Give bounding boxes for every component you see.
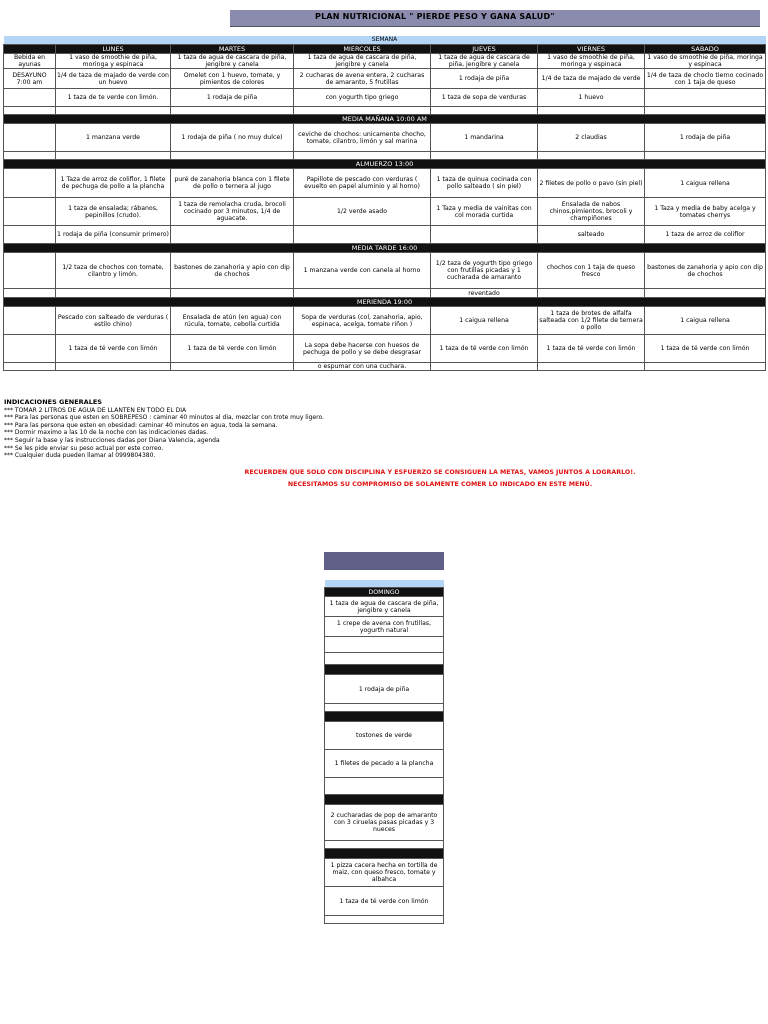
cell-lunch3-thu — [431, 226, 538, 244]
empty-cell — [4, 253, 56, 289]
cell-dinner1-tue: Ensalada de atún (en agua) con rúcula, tomate, cebolla curtida — [171, 307, 294, 335]
section-bar — [325, 665, 444, 675]
cell-breakfast-tue: Omelet con 1 huevo, tomate, y pimientos de colores — [171, 69, 294, 89]
table-row — [4, 335, 766, 363]
cell-midmorning-wed: ceviche de chochos: unicamente chocho, tomate, cilantro, limón y sal marina — [294, 124, 431, 152]
empty-cell — [4, 335, 56, 363]
empty-cell — [325, 778, 444, 795]
empty-cell — [56, 152, 171, 160]
cell-drink-wed: 1 taza de agua de cascara de piña, jengibre y canela — [294, 54, 431, 69]
empty-cell — [56, 107, 171, 115]
cell-lunch3-mon: 1 rodaja de piña (consumir primero) — [56, 226, 171, 244]
cell-afternoon-sat: bastones de zanahoria y apio con dip de chochos — [645, 253, 766, 289]
row-label-fasting: Bebida en ayunas — [4, 54, 56, 69]
cell-lunch2-wed: 1/2 verde asado — [294, 198, 431, 226]
cell-breakfast-extra-mon: 1 taza de te verde con limón. — [56, 89, 171, 107]
section-header-lunch: ALMUERZO 13:00 — [4, 160, 766, 169]
corner-cell — [4, 45, 56, 54]
note-item: *** Cualquier duda pueden llamar al 0999804380. — [4, 452, 156, 460]
empty-cell — [294, 152, 431, 160]
cell-breakfast-sat: 1/4 de taza de choclo tierno cocinado con 1 taja de queso — [645, 69, 766, 89]
empty-cell — [171, 107, 294, 115]
section-header-dinner: MERIENDA 19:00 — [4, 298, 766, 307]
cell-afternoon-mon: 1/2 taza de chochos con tomate, cilantro y limón. — [56, 253, 171, 289]
sunday-lunch-2: 1 filetes de pecado a la plancha — [325, 750, 444, 778]
cell-afternoon2-wed — [294, 289, 431, 298]
cell-afternoon2-tue — [171, 289, 294, 298]
sunday-week-strip — [325, 580, 444, 588]
empty-cell — [325, 841, 444, 849]
cell-dinner2-wed: La sopa debe hacerse con huesos de pechuga de pollo y se debe desgrasar — [294, 335, 431, 363]
cell-drink-fri: 1 vaso de smoothie de piña, moringa y espinaca — [538, 54, 645, 69]
section-bar — [325, 849, 444, 859]
cell-lunch1-fri: 2 filetes de pollo o pavo (sin piel) — [538, 169, 645, 198]
empty-cell — [538, 107, 645, 115]
cell-lunch2-tue: 1 taza de remolacha cruda, brocoli cocinado por 3 minutos, 1/4 de aguacate. — [171, 198, 294, 226]
note-item: *** Dormir maximo a las 10 de la noche con las indicaciones dadas. — [4, 429, 209, 437]
table-row — [4, 198, 766, 226]
empty-cell — [4, 363, 56, 371]
cell-afternoon-fri: chochos con 1 taja de queso fresco — [538, 253, 645, 289]
note-item: *** TOMAR 2 LITROS DE AGUA DE LLANTEN EN TODO EL DIA — [4, 406, 187, 414]
cell-lunch3-tue — [171, 226, 294, 244]
weekly-table — [3, 36, 766, 371]
weekly-plan — [3, 36, 765, 371]
notes-heading: INDICACIONES GENERALES — [4, 398, 102, 406]
empty-cell — [645, 107, 766, 115]
page-title: PLAN NUTRICIONAL " PIERDE PESO Y GANA SALUD" — [315, 12, 555, 21]
empty-cell — [325, 916, 444, 924]
table-row — [4, 107, 766, 115]
empty-cell — [325, 637, 444, 653]
section-header-afternoon: MEDIA TARDE 16:00 — [4, 244, 766, 253]
cell-afternoon2-sat — [645, 289, 766, 298]
sunday-afternoon: 2 cucharadas de pop de amaranto con 3 ciruelas pasas picadas y 3 nueces — [325, 805, 444, 841]
cell-afternoon2-fri — [538, 289, 645, 298]
cell-breakfast-extra-sat — [645, 89, 766, 107]
table-row — [4, 169, 766, 198]
empty-cell — [171, 152, 294, 160]
cell-dinner2-tue: 1 taza de té verde con limón — [171, 335, 294, 363]
cell-lunch2-fri: Ensalada de nabos chinos,pimientos, brocoli y champiñones — [538, 198, 645, 226]
cell-midmorning-thu: 1 mandarina — [431, 124, 538, 152]
note-item: *** Se les pide enviar su peso actual por este correo. — [4, 444, 164, 452]
week-label: SEMANA — [4, 36, 766, 45]
cell-afternoon-wed: 1 manzana verde con canela al horno — [294, 253, 431, 289]
empty-cell — [4, 289, 56, 298]
cell-lunch1-tue: puré de zanahoria blanca con 1 filete de pollo o ternera al jugo — [171, 169, 294, 198]
day-sunday: DOMINGO — [325, 588, 444, 597]
cell-lunch2-sat: 1 Taza y media de baby acelga y tomates cherrys — [645, 198, 766, 226]
cell-breakfast-fri: 1/4 de taza de majado de verde — [538, 69, 645, 89]
empty-cell — [4, 198, 56, 226]
empty-cell — [325, 653, 444, 665]
sunday-breakfast: 1 crepe de avena con frutillas, yogurth natural — [325, 617, 444, 637]
day-monday: LUNES — [56, 45, 171, 54]
cell-breakfast-mon: 1/4 de taza de majado de verde con un huevo — [56, 69, 171, 89]
table-row — [4, 124, 766, 152]
empty-cell — [4, 124, 56, 152]
cell-midmorning-fri: 2 claudias — [538, 124, 645, 152]
cell-dinner1-fri: 1 taza de brotes de alfalfa salteada con 1/2 filete de ternera o pollo — [538, 307, 645, 335]
cell-dinner2-sat: 1 taza de té verde con limón — [645, 335, 766, 363]
table-row — [4, 89, 766, 107]
cell-breakfast-wed: 2 cucharas de avena entera, 2 cucharas de amaranto, 5 frutillas — [294, 69, 431, 89]
cell-midmorning-sat: 1 rodaja de piña — [645, 124, 766, 152]
commitment-message: NECESITAMOS SU COMPROMISO DE SOLAMENTE COMER LO INDICADO EN ESTE MENÚ. — [287, 481, 593, 488]
cell-lunch2-mon: 1 taza de ensalada; rábanos, pepinillos (crudo). — [56, 198, 171, 226]
empty-cell — [4, 169, 56, 198]
cell-dinner2-thu: 1 taza de té verde con limón — [431, 335, 538, 363]
cell-lunch3-wed — [294, 226, 431, 244]
sunday-drink: 1 taza de agua de cascara de piña, jengibre y canela — [325, 597, 444, 617]
days-header-row — [4, 45, 766, 54]
cell-dinner1-sat: 1 caigua rellena — [645, 307, 766, 335]
sunday-table — [324, 580, 444, 924]
table-row — [4, 226, 766, 244]
day-wednesday: MIERCOLES — [294, 45, 431, 54]
cell-drink-thu: 1 taza de agua de cascara de piña, jengibre y canela — [431, 54, 538, 69]
sunday-lunch-1: tostones de verde — [325, 722, 444, 750]
cell-dinner1-thu: 1 caigua rellena — [431, 307, 538, 335]
empty-cell — [325, 704, 444, 712]
note-item: *** Para las persona que esten en obesidad: caminar 40 minutos en agua, toda la semana. — [4, 421, 278, 429]
empty-cell — [4, 152, 56, 160]
cell-dinner3-thu — [431, 363, 538, 371]
note-item: *** Seguir la base y las instrucciones dadas por Diana Valencia, agenda — [4, 436, 220, 444]
cell-midmorning-mon: 1 manzana verde — [56, 124, 171, 152]
empty-cell — [294, 107, 431, 115]
empty-cell — [431, 152, 538, 160]
cell-breakfast-extra-tue: 1 rodaja de piña — [171, 89, 294, 107]
sunday-header-bar — [324, 552, 444, 570]
cell-lunch2-thu: 1 Taza y media de vainitas con col morada curtida — [431, 198, 538, 226]
cell-lunch1-wed: Papillote de pescado con verduras ( evuelto en papel aluminio y al horno) — [294, 169, 431, 198]
cell-dinner3-mon — [56, 363, 171, 371]
section-header-midmorning: MEDIA MAÑANA 10:00 AM — [4, 115, 766, 124]
sunday-plan — [324, 580, 444, 924]
cell-dinner2-mon: 1 taza de té verde con limón — [56, 335, 171, 363]
cell-dinner3-wed: o espumar con una cuchara. — [294, 363, 431, 371]
sunday-dinner-1: 1 pizza cacera hecha en tortilla de maiz, con queso fresco, tomate y albahca — [325, 859, 444, 887]
sunday-midmorning: 1 rodaja de piña — [325, 675, 444, 704]
cell-breakfast-extra-wed: con yogurth tipo griego — [294, 89, 431, 107]
row-label-breakfast: DESAYUNO 7:00 am — [4, 69, 56, 89]
cell-dinner3-tue — [171, 363, 294, 371]
table-row — [4, 152, 766, 160]
empty-cell — [538, 152, 645, 160]
cell-lunch1-thu: 1 taza de quinua cocinada con pollo salteado ( sin piel) — [431, 169, 538, 198]
cell-breakfast-extra-thu: 1 taza de sopa de verduras — [431, 89, 538, 107]
day-friday: VIERNES — [538, 45, 645, 54]
cell-breakfast-extra-fri: 1 huevo — [538, 89, 645, 107]
general-notes — [4, 399, 764, 460]
note-item: *** Para las personas que esten en SOBREPESO : caminar 40 minutos al dia, mezclar con trote muy ligero. — [4, 414, 324, 422]
cell-midmorning-tue: 1 rodaja de piña ( no muy dulce) — [171, 124, 294, 152]
cell-drink-tue: 1 taza de agua de cascara de piña, jengibre y canela — [171, 54, 294, 69]
cell-lunch1-mon: 1 Taza de arroz de coliflor, 1 filete de pechuga de pollo a la plancha — [56, 169, 171, 198]
cell-afternoon-tue: bastones de zanahoria y apio con dip de chochos — [171, 253, 294, 289]
table-row — [4, 307, 766, 335]
table-row — [4, 363, 766, 371]
sunday-dinner-2: 1 taza de té verde con limón — [325, 887, 444, 916]
day-tuesday: MARTES — [171, 45, 294, 54]
cell-afternoon2-mon — [56, 289, 171, 298]
cell-lunch3-sat: 1 taza de arroz de coliflor — [645, 226, 766, 244]
cell-dinner3-sat — [645, 363, 766, 371]
cell-dinner1-mon: Pescado con salteado de verduras ( estilo chino) — [56, 307, 171, 335]
empty-cell — [431, 107, 538, 115]
cell-lunch1-sat: 1 caigua rellena — [645, 169, 766, 198]
table-row — [4, 289, 766, 298]
cell-dinner3-fri — [538, 363, 645, 371]
section-bar — [325, 712, 444, 722]
table-row — [4, 69, 766, 89]
cell-afternoon-thu: 1/2 taza de yogurth tipo griego con frutillas picadas y 1 cucharada de amaranto — [431, 253, 538, 289]
day-saturday: SABADO — [645, 45, 766, 54]
cell-afternoon2-thu: reventado — [431, 289, 538, 298]
empty-cell — [645, 152, 766, 160]
motivation-message: RECUERDEN QUE SOLO CON DISCIPLINA Y ESFUERZO SE CONSIGUEN LA METAS, VAMOS JUNTOS A LOGRARLO!. — [244, 469, 636, 476]
cell-dinner2-fri: 1 taza de té verde con limón — [538, 335, 645, 363]
cell-dinner1-wed: Sopa de verduras (col, zanahoria, apio, espinaca, acelga, tomate riñon ) — [294, 307, 431, 335]
table-row — [4, 253, 766, 289]
empty-cell — [4, 89, 56, 107]
section-bar — [325, 795, 444, 805]
title-bar — [230, 10, 760, 27]
cell-breakfast-thu: 1 rodaja de piña — [431, 69, 538, 89]
empty-cell — [4, 107, 56, 115]
day-thursday: JUEVES — [431, 45, 538, 54]
empty-cell — [4, 226, 56, 244]
table-row — [4, 54, 766, 69]
cell-drink-mon: 1 vaso de smoothie de piña, moringa y espinaca — [56, 54, 171, 69]
cell-lunch3-fri: salteado — [538, 226, 645, 244]
cell-drink-sat: 1 vaso de smoothie de piña, moringa y espinaca — [645, 54, 766, 69]
empty-cell — [4, 307, 56, 335]
